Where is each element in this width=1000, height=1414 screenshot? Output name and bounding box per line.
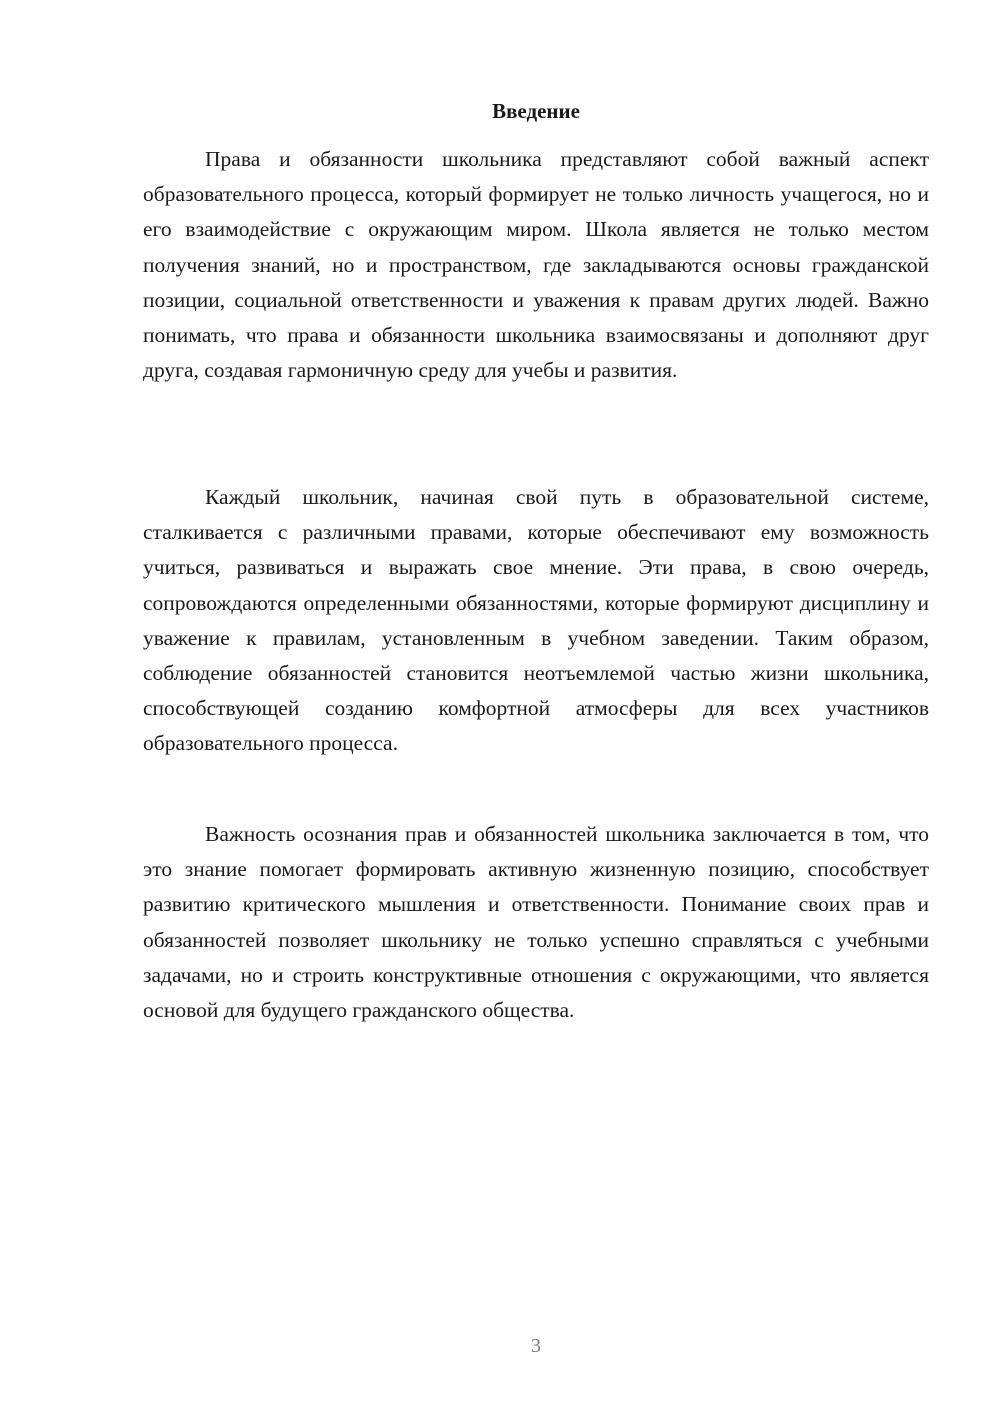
paragraph-3: Важность осознания прав и обязанностей школьника заключается в том, что это знание помогает формировать активную жизненную позицию, способствует развитию критического мышления и ответственности. Понимание своих прав и обязанностей позволяет школьнику не только успешно справляться с учебными задачами, но и строить конструктивные отношения с окружающими, что является основой для будущего гражданского общества. <box>143 822 929 1023</box>
paragraph-1: Права и обязанности школьника представляют собой важный аспект образовательного процесса, который формирует не только личность учащегося, но и его взаимодействие с окружающим миром. Школа является не только местом получения знаний, но и пространством, где закладываются основы гражданской позиции, социальной ответственности и уважения к правам других людей. Важно понимать, что права и обязанности школьника взаимосвязаны и дополняют друг друга, создавая гармоничную среду для учебы и развития. <box>143 147 929 383</box>
paragraph-2: Каждый школьник, начиная свой путь в образовательной системе, сталкивается с различными правами, которые обеспечивают ему возможность учиться, развиваться и выражать свое мнение. Эти права, в свою очередь, сопровождаются определенными обязанностями, которые формируют дисциплину и уважение к правилам, установленным в учебном заведении. Таким образом, соблюдение обязанностей становится неотъемлемой частью жизни школьника, способствующей созданию комфортной атмосферы для всех участников образовательного процесса. <box>143 485 929 756</box>
section-title: Введение <box>492 99 580 123</box>
page-number: 3 <box>531 1335 541 1357</box>
